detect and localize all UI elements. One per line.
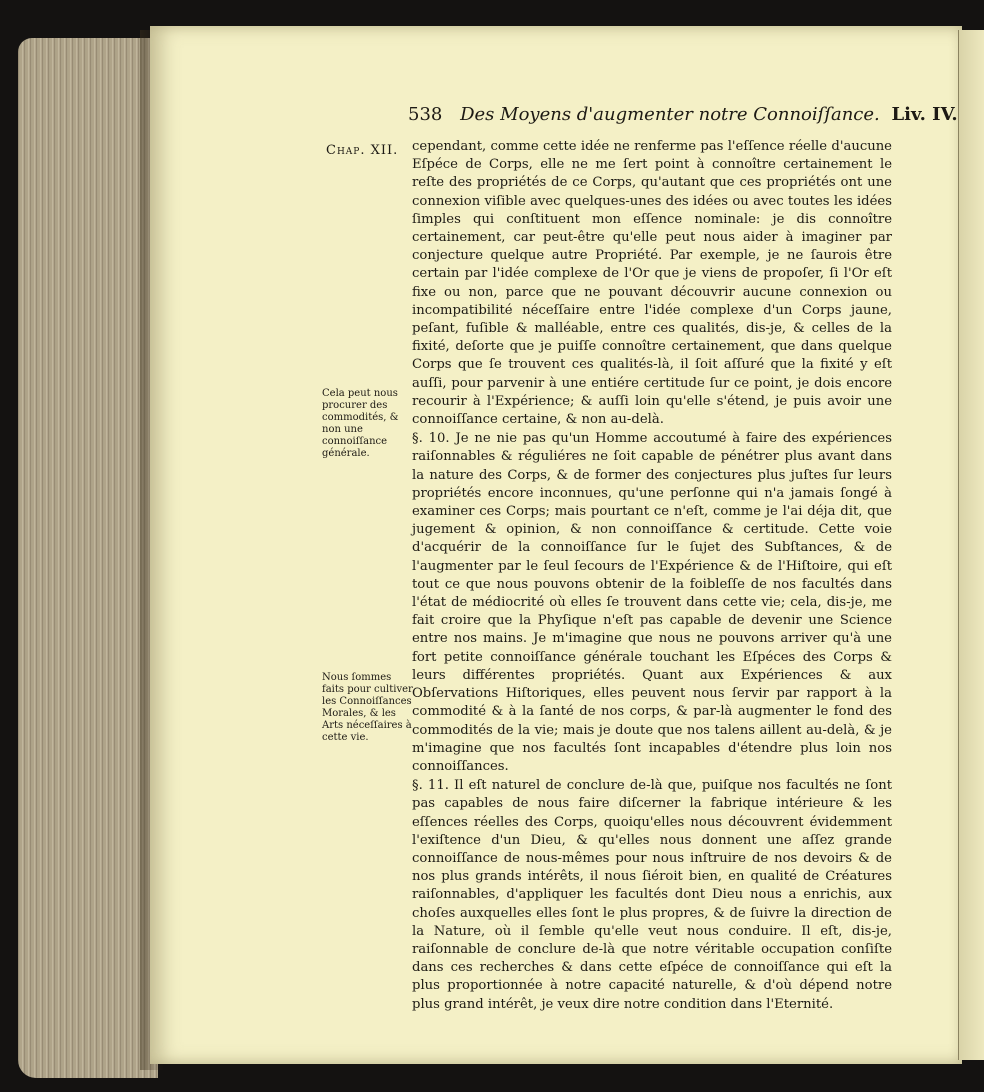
paragraph: §. 11. Il eſt naturel de conclure de-là que, puiſque nos facultés ne ſont pas capables de nous faire diſcerner la fabrique intérieure & les eſſences réelles des Corps, quoiqu'elles nous découvrent évidemment l'exiſtence d'un Dieu, & qu'elles nous donnent une aſſez grande connoiſſance de nous-mêmes pour nous inſtruire de nos devoirs & de nos plus grands intérêts, il nous ſiéroit bien, en qualité de Créatures raiſonnables, d'appliquer les facultés dont Dieu nous a enrichis, aux choſes auxquelles elles ſont le plus propres, & de ſuivre la direction de la Nature, où il ſemble qu'elle veut nous conduire. Il eſt, dis-je, raiſonnable de conclure de-là que notre véritable occupation conſiſte dans ces recherches & dans cette eſpéce de connoiſſance qui eſt la plus proportionnée à notre capacité naturelle, & d'où dépend notre plus grand intérêt, je veux dire notre condition dans l'Eternité. — [412, 778, 892, 1012]
book-page-edges — [18, 38, 158, 1078]
margin-note: Cela peut nous procurer des commodités, & non une connoiſſance générale. — [322, 388, 399, 459]
paragraph: cependant, comme cette idée ne renferme pas l'eſſence réelle d'aucune Eſpéce de Corps, elle ne me ſert point à connoître certainement le reſte des propriétés de ce Corps, qu'autant que ces propriétés ont une connexion viſible avec quelques-unes des idées ou avec toutes les idées ſimples qui conſtituent mon eſſence nominale: je dis connoître certainement, car peut-être qu'elle peut nous aider à imaginer par conjecture quelque autre Propriété. Par exemple, je ne ſaurois être certain par l'idée complexe de l'Or que je viens de propoſer, ſi l'Or eſt fixe ou non, parce que ne pouvant découvrir aucune connexion ou incompatibilité néceſſaire entre l'idée complexe d'un Corps jaune, peſant, fuſible & malléable, entre ces qualités, dis-je, & celles de la fixité, deſorte que je puiſſe connoître certainement, que dans quelque Corps que ſe trouvent ces qualités-là, il ſoit aſſuré que la fixité y eſt auſſi, pour parvenir à une entiére certitude ſur ce point, je dois encore recourir à l'Expérience; & auſſi loin qu'elle s'étend, je puis avoir une connoiſſance certaine, & non au-delà. — [412, 139, 892, 428]
running-title: Des Moyens d'augmenter notre Connoiſſance. — [460, 104, 880, 125]
page-number: 538 — [408, 104, 443, 125]
chapter-label: Chap. XII. — [326, 143, 399, 158]
main-text — [412, 138, 892, 1014]
book-number: Liv. IV. — [891, 104, 958, 125]
running-header — [408, 104, 958, 125]
facing-page-edge — [958, 30, 984, 1060]
margin-note: Nous ſommes faits pour cultiver les Connoiſſances Morales, & les Arts néceſſaires à cette vie. — [322, 672, 413, 743]
paragraph: §. 10. Je ne nie pas qu'un Homme accoutumé à faire des expériences raiſonnables & réguliéres ne ſoit capable de pénétrer plus avant dans la nature des Corps, & de former des conjectures plus juſtes ſur leurs propriétés encore inconnues, qu'une perſonne qui n'a jamais ſongé à examiner ces Corps; mais pourtant ce n'eſt, comme je l'ai déja dit, que jugement & opinion, & non connoiſſance & certitude. Cette voie d'acquérir de la connoiſſance ſur le ſujet des Subſtances, & de l'augmenter par le ſeul ſecours de l'Expérience & de l'Hiſtoire, qui eſt tout ce que nous pouvons obtenir de la foibleſſe de nos facultés dans l'état de médiocrité où elles ſe trouvent dans cette vie; cela, dis-je, me fait croire que la Phyſique n'eſt pas capable de devenir une Science entre nos mains. Je m'imagine que nous ne pouvons arriver qu'à une fort petite connoiſſance générale touchant les Eſpéces des Corps & leurs différentes propriétés. Quant aux Expériences & aux Obſervations Hiſtoriques, elles peuvent nous ſervir par rapport à la commodité & à la ſanté de nos corps, & par-là augmenter le fond des commodités de la vie; mais je doute que nos talens aillent au-delà, & je m'imagine que nos facultés ſont incapables d'étendre plus loin nos connoiſſances. — [412, 431, 892, 774]
